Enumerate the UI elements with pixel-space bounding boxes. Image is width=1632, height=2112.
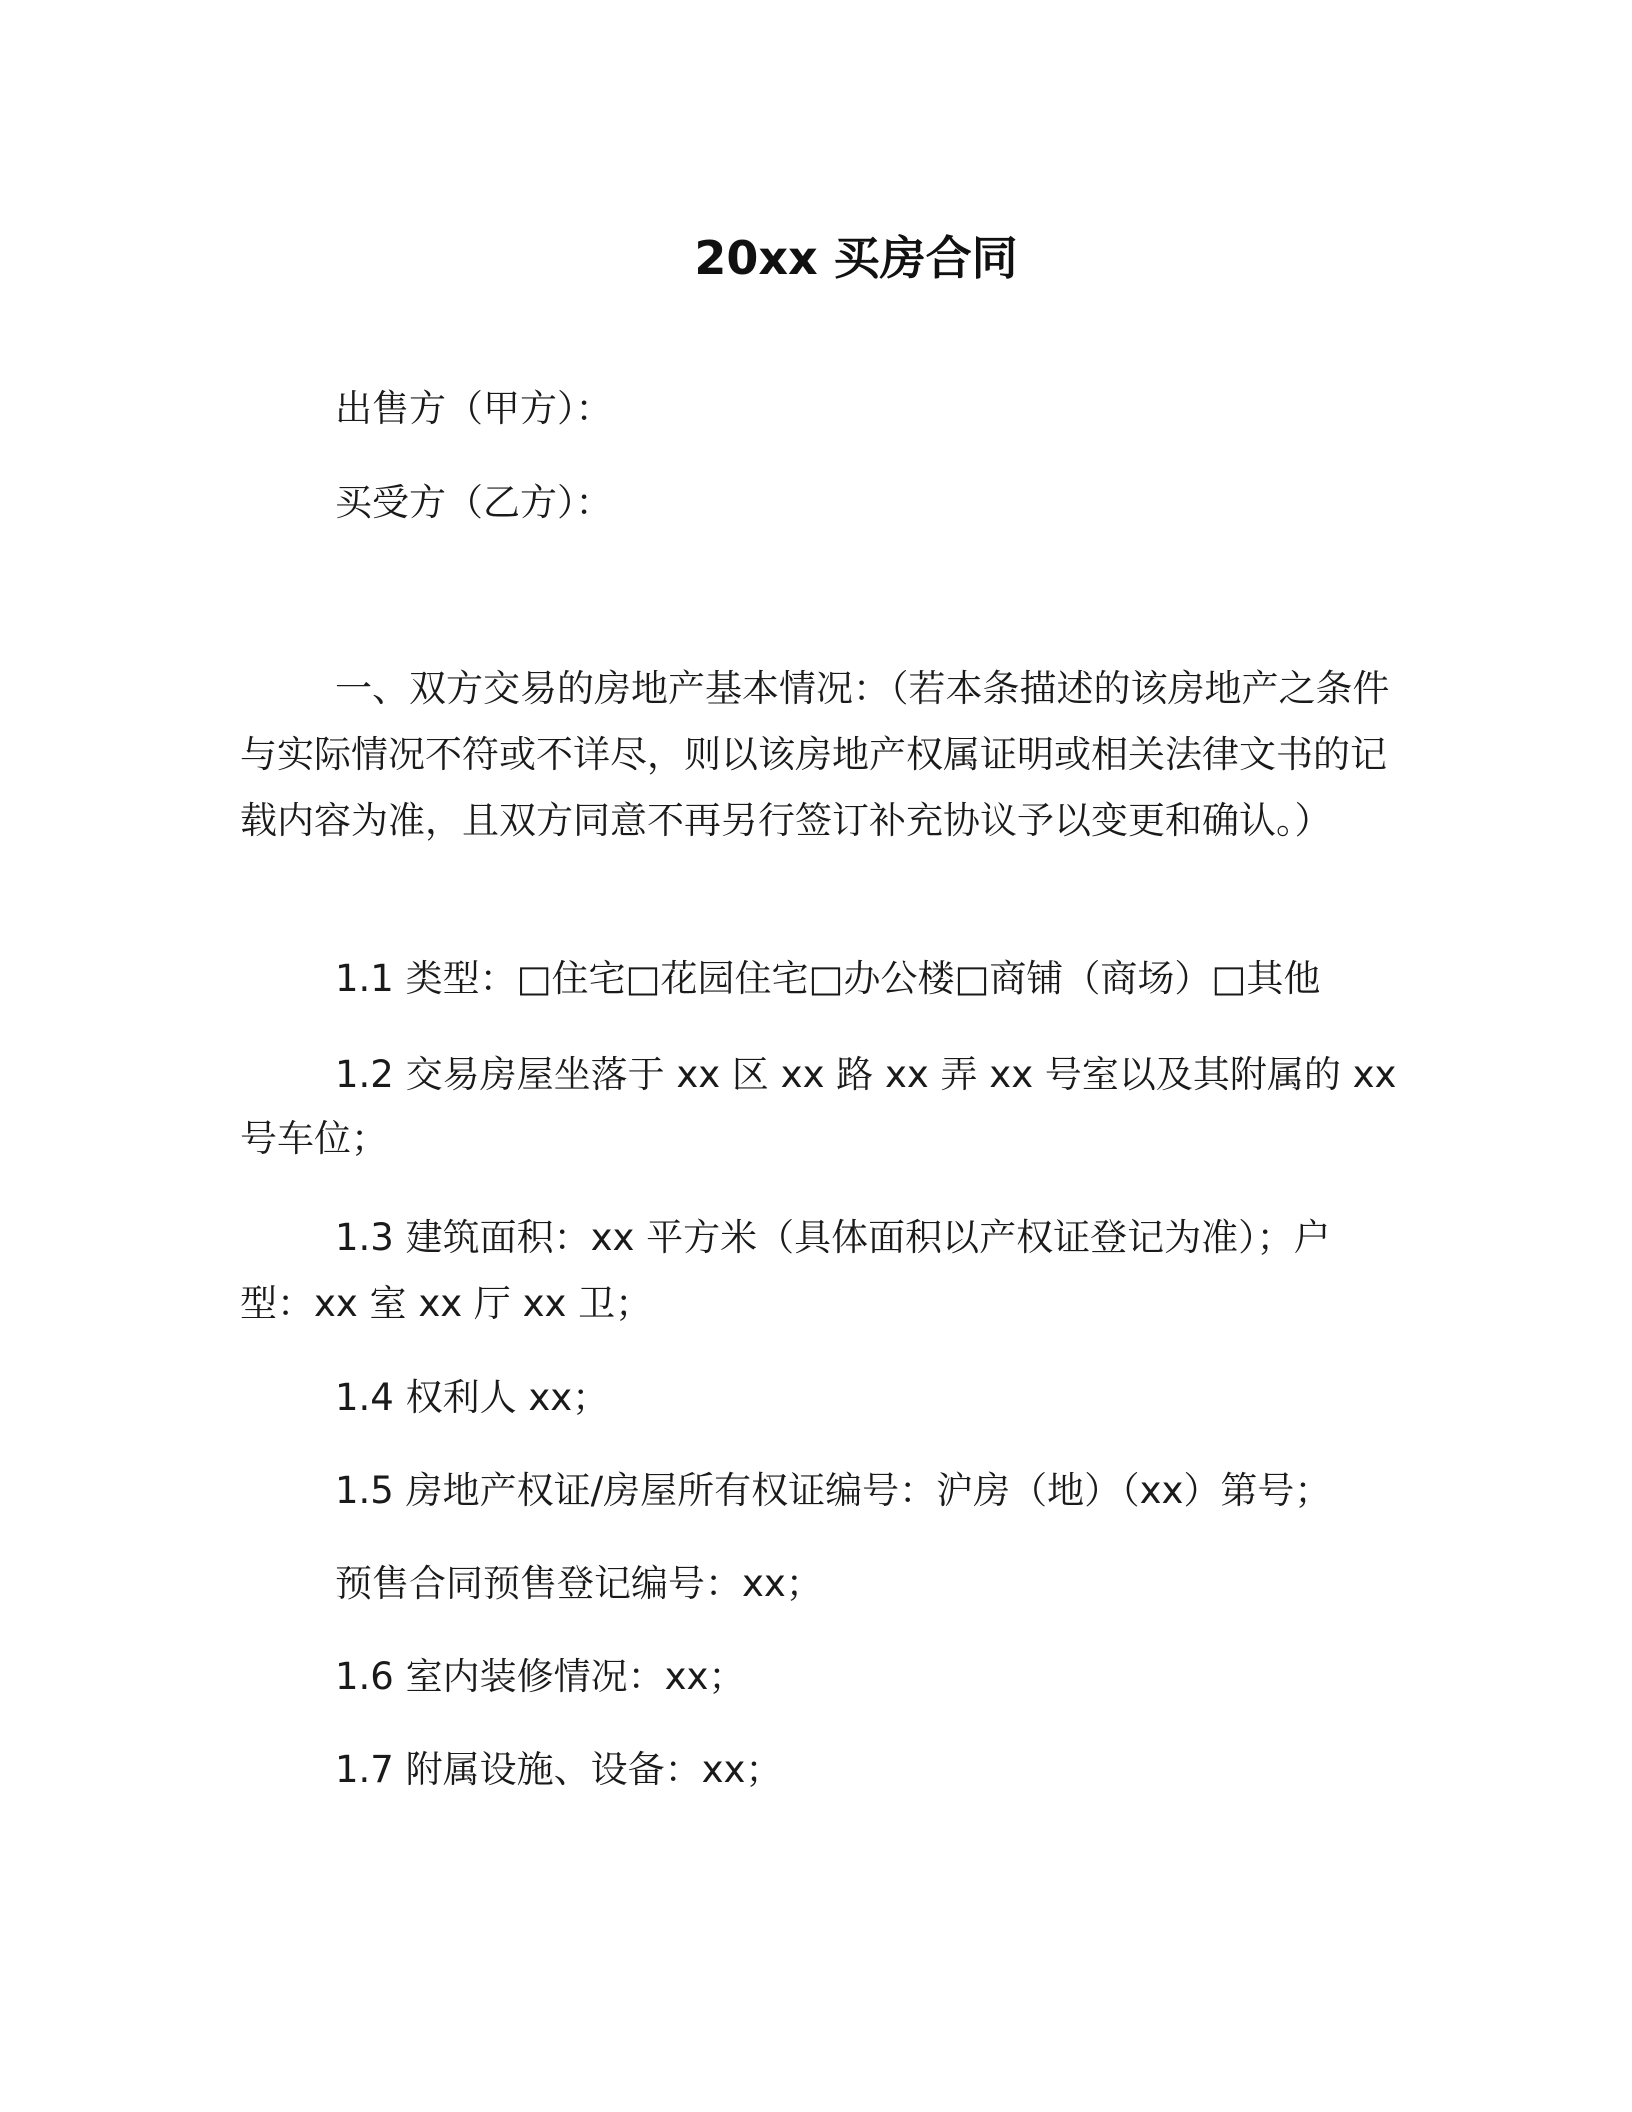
clause-1-5: 1.5 房地产权证/房屋所有权证编号：沪房（地）（xx）第号； — [335, 1469, 1332, 1512]
document-title: 20xx 买房合同 — [694, 231, 1018, 285]
buyer-line: 买受方（乙方）： — [335, 481, 613, 524]
presale-registration-line: 预售合同预售登记编号：xx； — [335, 1562, 823, 1605]
seller-line: 出售方（甲方）： — [335, 387, 613, 430]
clause-1-2: 1.2 交易房屋坐落于 xx 区 xx 路 xx 弄 xx 号室以及其附属的 xx 号车位； — [240, 1053, 1397, 1160]
clause-1-6: 1.6 室内装修情况：xx； — [335, 1655, 746, 1698]
clause-1-4: 1.4 权利人 xx； — [335, 1376, 610, 1419]
clause-1-3: 1.3 建筑面积：xx 平方米（具体面积以产权证登记为准）；户型：xx 室 xx 厅 xx 卫； — [240, 1216, 1331, 1325]
clause-1-7: 1.7 附属设施、设备：xx； — [335, 1748, 783, 1791]
clause-1-1: 1.1 类型：□住宅□花园住宅□办公楼□商铺（商场）□其他 — [335, 957, 1321, 1000]
section-1-paragraph: 一、双方交易的房地产基本情况：（若本条描述的该房地产之条件与实际情况不符或不详尽，则以该房地产权属证明或相关法律文书的记载内容为准，且双方同意不再另行签订补充协议予以变更和确认。） — [240, 667, 1390, 842]
